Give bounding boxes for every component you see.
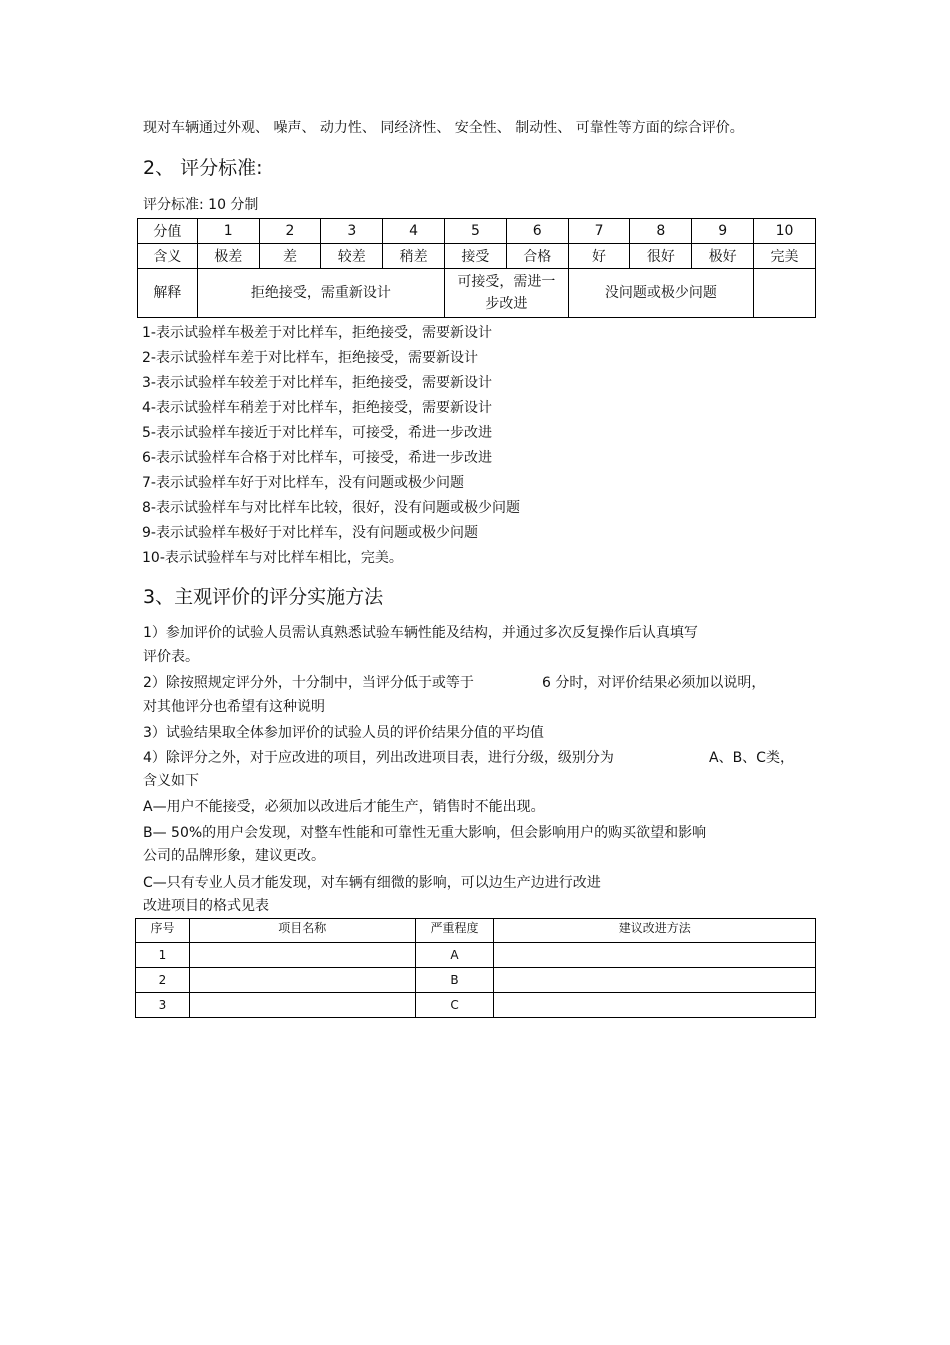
row-number: 3 bbox=[136, 993, 190, 1018]
paragraph-1-line2: 评价表。 bbox=[143, 649, 199, 665]
row-severity: A bbox=[415, 943, 494, 968]
paragraph-2-line1-b: 6 分时，对评价结果必须加以说明， bbox=[542, 675, 766, 691]
row-header-explanation: 解释 bbox=[138, 269, 198, 318]
list-item: 6-表示试验样车合格于对比样车，可接受，希进一步改进 bbox=[142, 450, 492, 466]
paragraph-3: 3）试验结果取全体参加评价的试验人员的评价结果分值的平均值 bbox=[143, 725, 544, 741]
meaning-cell: 很好 bbox=[630, 244, 692, 269]
row-method bbox=[494, 968, 816, 993]
row-item-name bbox=[189, 968, 415, 993]
score-cell: 4 bbox=[383, 219, 445, 244]
intro-line: 现对车辆通过外观、 噪声、 动力性、 同经济性、 安全性、 制动性、 可靠性等方面的综合评价。 bbox=[143, 120, 744, 136]
grade-c-description: C—只有专业人员才能发现，对车辆有细微的影响，可以边生产边进行改进 bbox=[143, 875, 601, 891]
score-cell: 7 bbox=[568, 219, 630, 244]
paragraph-2-line2: 对其他评分也希望有这种说明 bbox=[143, 699, 325, 715]
explanation-row bbox=[138, 269, 816, 318]
meaning-cell: 差 bbox=[259, 244, 321, 269]
explanation-reject: 拒绝接受，需重新设计 bbox=[197, 269, 444, 318]
explanation-perfect bbox=[754, 269, 816, 318]
row-severity: C bbox=[415, 993, 494, 1018]
score-cell: 3 bbox=[321, 219, 383, 244]
list-item: 7-表示试验样车好于对比样车，没有问题或极少问题 bbox=[142, 475, 464, 491]
score-cell: 8 bbox=[630, 219, 692, 244]
paragraph-4-line2: 含义如下 bbox=[143, 773, 199, 789]
list-item: 9-表示试验样车极好于对比样车，没有问题或极少问题 bbox=[142, 525, 478, 541]
meaning-cell: 完美 bbox=[754, 244, 816, 269]
meaning-row bbox=[138, 244, 816, 269]
row-header-meaning: 含义 bbox=[138, 244, 198, 269]
table-header-row bbox=[136, 919, 816, 943]
row-method bbox=[494, 993, 816, 1018]
score-description-list bbox=[142, 321, 520, 571]
row-number: 2 bbox=[136, 968, 190, 993]
header-severity: 严重程度 bbox=[415, 919, 494, 943]
score-cell: 1 bbox=[197, 219, 259, 244]
list-item: 3-表示试验样车较差于对比样车，拒绝接受，需要新设计 bbox=[142, 375, 492, 391]
paragraph-4-line1-a: 4）除评分之外，对于应改进的项目，列出改进项目表，进行分级，级别分为 bbox=[143, 750, 614, 766]
meaning-cell: 稍差 bbox=[383, 244, 445, 269]
list-item: 4-表示试验样车稍差于对比样车，拒绝接受，需要新设计 bbox=[142, 400, 492, 416]
meaning-cell: 好 bbox=[568, 244, 630, 269]
row-item-name bbox=[189, 993, 415, 1018]
table-row bbox=[136, 993, 816, 1018]
score-cell: 10 bbox=[754, 219, 816, 244]
table-row bbox=[136, 968, 816, 993]
row-severity: B bbox=[415, 968, 494, 993]
paragraph-4-line1-b: A、B、C类， bbox=[709, 750, 794, 766]
list-item: 10-表示试验样车与对比样车相比，完美。 bbox=[142, 550, 403, 566]
score-cell: 9 bbox=[692, 219, 754, 244]
grade-a-description: A—用户不能接受，必须加以改进后才能生产，销售时不能出现。 bbox=[143, 799, 545, 815]
table-caption: 改进项目的格式见表 bbox=[143, 898, 269, 914]
row-header-score: 分值 bbox=[138, 219, 198, 244]
score-cell: 6 bbox=[506, 219, 568, 244]
explanation-ok: 没问题或极少问题 bbox=[568, 269, 753, 318]
header-method: 建议改进方法 bbox=[494, 919, 816, 943]
header-item-name: 项目名称 bbox=[189, 919, 415, 943]
scoring-system-label: 评分标准: 10 分制 bbox=[143, 197, 259, 213]
row-item-name bbox=[189, 943, 415, 968]
table-row bbox=[136, 943, 816, 968]
row-method bbox=[494, 943, 816, 968]
score-cell: 2 bbox=[259, 219, 321, 244]
section3-heading: 3、主观评价的评分实施方法 bbox=[143, 586, 384, 608]
meaning-cell: 合格 bbox=[506, 244, 568, 269]
score-row bbox=[138, 219, 816, 244]
row-number: 1 bbox=[136, 943, 190, 968]
scoring-standard-table bbox=[137, 218, 816, 318]
grade-b-description-line2: 公司的品牌形象，建议更改。 bbox=[143, 848, 325, 864]
meaning-cell: 较差 bbox=[321, 244, 383, 269]
paragraph-1-line1: 1）参加评价的试验人员需认真熟悉试验车辆性能及结构，并通过多次反复操作后认真填写 bbox=[143, 625, 698, 641]
score-cell: 5 bbox=[445, 219, 507, 244]
explanation-improve: 可接受，需进一步改进 bbox=[445, 269, 569, 318]
improvement-items-table bbox=[135, 918, 816, 1018]
header-number: 序号 bbox=[136, 919, 190, 943]
meaning-cell: 极差 bbox=[197, 244, 259, 269]
list-item: 5-表示试验样车接近于对比样车，可接受，希进一步改进 bbox=[142, 425, 492, 441]
list-item: 2-表示试验样车差于对比样车，拒绝接受，需要新设计 bbox=[142, 350, 478, 366]
section2-heading: 2、 评分标准: bbox=[143, 157, 263, 179]
paragraph-2-line1-a: 2）除按照规定评分外，十分制中，当评分低于或等于 bbox=[143, 675, 474, 691]
meaning-cell: 极好 bbox=[692, 244, 754, 269]
meaning-cell: 接受 bbox=[445, 244, 507, 269]
list-item: 1-表示试验样车极差于对比样车，拒绝接受，需要新设计 bbox=[142, 325, 492, 341]
grade-b-description-line1: B— 50%的用户会发现，对整车性能和可靠性无重大影响，但会影响用户的购买欲望和影响 bbox=[143, 825, 707, 841]
list-item: 8-表示试验样车与对比样车比较，很好，没有问题或极少问题 bbox=[142, 500, 520, 516]
